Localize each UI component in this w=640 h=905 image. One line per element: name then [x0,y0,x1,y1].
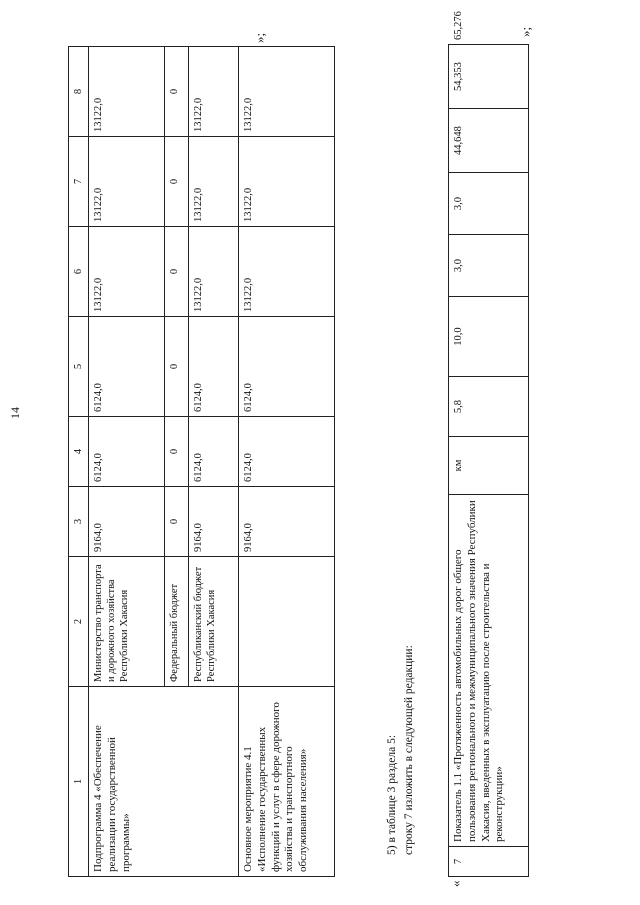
value-cell: 6124,0 [89,317,165,417]
value-cell: 0 [165,137,189,227]
value-cell: 13122,0 [239,137,335,227]
page-number: 14 [8,407,22,419]
value-cell: 10,0 [449,297,529,377]
value-cell: 6124,0 [239,317,335,417]
value-cell: 13122,0 [189,227,239,317]
value-cell: 54,353 [449,45,529,109]
indicator-cell: Показатель 1.1 «Протяженность автомобильных дорог общего пользования регионального и межмуниципального значения Республики Хакасия, введенных в эксплуатацию после строительства и реконструкции» [449,495,529,847]
value-cell: 6124,0 [239,417,335,487]
header-cell: 6 [69,227,89,317]
value-cell: 13122,0 [239,47,335,137]
value-cell: 13122,0 [239,227,335,317]
funding-table [68,46,335,877]
value-cell: 9164,0 [239,487,335,557]
source-cell [239,557,335,687]
table-row [239,47,335,877]
table1-end-mark: »; [252,32,267,43]
table-row [89,47,165,877]
value-cell: 44,648 [449,109,529,173]
header-cell: 2 [69,557,89,687]
unit-cell: км [449,437,529,495]
table2-end-mark: »; [518,26,533,37]
instruction-line-1: 5) в таблице 3 раздела 5: [386,734,398,855]
value-cell: 13122,0 [189,47,239,137]
instruction-line-2: строку 7 изложить в следующей редакции: [403,645,415,855]
row-number-cell: 7 [449,847,529,877]
measure-cell: Основное мероприятие 4.1 «Исполнение государственных функций и услуг в сфере дорожного хозяйства и транспортного обслуживания населения» [239,687,335,877]
value-cell: 9164,0 [189,487,239,557]
value-cell: 5,8 [449,377,529,437]
value-cell: 13122,0 [89,227,165,317]
value-cell: 0 [165,227,189,317]
header-cell: 1 [69,687,89,877]
value-cell: 13122,0 [189,137,239,227]
source-cell: Федеральный бюджет [165,557,189,687]
value-cell: 3,0 [449,173,529,235]
value-cell: 13122,0 [89,47,165,137]
value-cell: 0 [165,317,189,417]
source-cell: Республиканский бюджет Республики Хакасия [189,557,239,687]
value-cell: 6124,0 [89,417,165,487]
value-cell: 9164,0 [89,487,165,557]
header-row [69,47,89,877]
value-cell: 0 [165,417,189,487]
subprogram-cell: Подпрограмма 4 «Обеспечение реализации государственной программы» [89,687,239,877]
header-cell: 8 [69,47,89,137]
value-cell: 0 [165,47,189,137]
value-cell: 13122,0 [89,137,165,227]
header-cell: 3 [69,487,89,557]
indicator-table [448,11,529,877]
header-cell: 7 [69,137,89,227]
value-cell: 6124,0 [189,317,239,417]
value-cell: 6124,0 [189,417,239,487]
header-cell: 4 [69,417,89,487]
table-row: 7 Показатель 1.1 «Протяженность автомобильных дорог общего пользования регионального и межмуниципального значения Республики Хакасия, введенных в эксплуатацию после строительства и реконструкции» км 5,8 10,0 3,0 3,0 44,648 54,353 65,276 [449,45,529,877]
source-cell: Министерство транспорта и дорожного хозяйства Республики Хакасия [89,557,165,687]
value-cell: 0 [165,487,189,557]
table2-open-quote: « [448,880,463,887]
value-cell: 3,0 [449,235,529,297]
header-cell: 5 [69,317,89,417]
